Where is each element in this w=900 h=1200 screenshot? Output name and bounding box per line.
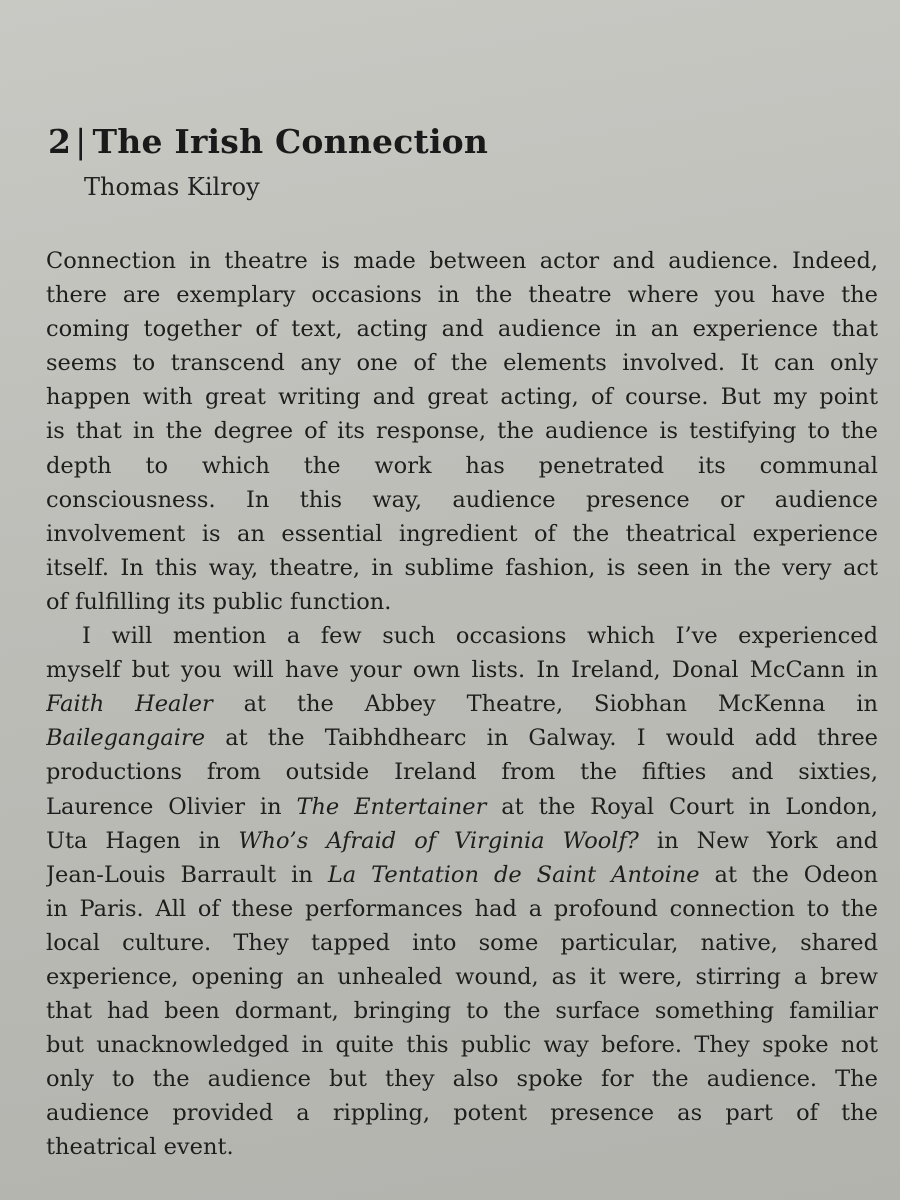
paragraph-2-line [46,687,878,721]
paragraph-2 [46,619,878,1165]
paragraph-2-line: in Paris. All of these performances had a profound connection to the [46,895,878,922]
paragraph-2-line: productions from outside Ireland from the fifties and sixties, [46,759,878,786]
play-title: Who’s Afraid of Virginia Woolf? [238,827,639,854]
paragraph-2-line [46,824,878,858]
paragraph-2-line: myself but you will have your own lists. In Ireland, Donal McCann in [46,657,878,684]
paragraph-2-line [46,858,878,892]
paragraph-1-line: consciousness. In this way, audience presence or audience [46,486,878,513]
paragraph-1-line: coming together of text, acting and audience in an experience that [46,316,878,343]
play-title: La Tentation de Saint Antoine [327,861,700,888]
paragraph-1-line: depth to which the work has penetrated its communal [46,452,878,479]
paragraph-2-line [46,721,878,755]
line-text: Uta Hagen in [46,827,239,854]
play-title: Bailegangaire [46,725,206,752]
paragraph-2-line: audience provided a rippling, potent presence as part of the [46,1100,878,1127]
play-title: The Entertainer [296,793,487,820]
paragraph-1-line: Connection in theatre is made between actor and audience. Indeed, [46,248,878,274]
paragraph-1-line: there are exemplary occasions in the theatre where you have the [46,282,878,309]
paragraph-1-line: happen with great writing and great acting, of course. But my point [46,384,878,411]
paragraph-2-line [46,790,878,824]
chapter-heading [48,120,488,164]
paragraph-2-line: only to the audience but they also spoke for the audience. The [46,1066,878,1093]
paragraph-1 [46,244,878,619]
paragraph-1-line: is that in the degree of its response, the audience is testifying to the [46,418,878,445]
paragraph-2-line: that had been dormant, bringing to the surface something familiar [46,998,878,1025]
paragraph-2-line: but unacknowledged in quite this public way before. They spoke not [46,1032,878,1059]
paragraph-1-line: involvement is an essential ingredient of the theatrical experience [46,520,878,547]
paragraph-2-line: experience, opening an unhealed wound, as it were, stirring a brew [46,963,878,990]
paragraph-1-line: itself. In this way, theatre, in sublime fashion, is seen in the very act [46,554,878,581]
line-text: at the Royal Court in London, [486,793,878,820]
line-text: Jean-Louis Barrault in [46,861,328,888]
line-text: at the Taibhdhearc in Galway. I would add three [205,725,878,752]
chapter-title: The Irish Connection [92,122,489,161]
chapter-separator: | [75,122,87,161]
paragraph-2-line: I will mention a few such occasions which I’ve experienced [82,623,878,650]
chapter-body [46,244,878,1165]
play-title: Faith Healer [46,691,213,718]
paragraph-2-line: local culture. They tapped into some particular, native, shared [46,929,878,956]
paragraph-2-line: theatrical event. [46,1134,234,1161]
paragraph-1-line: of fulfilling its public function. [46,588,392,615]
chapter-number: 2 [48,122,72,161]
line-text: at the Odeon [699,861,878,888]
chapter-author: Thomas Kilroy [84,173,260,201]
line-text: at the Abbey Theatre, Siobhan McKenna in [212,691,878,718]
line-text: in New York and [638,827,878,854]
paragraph-1-line: seems to transcend any one of the elements involved. It can only [46,350,878,377]
line-text: Laurence Olivier in [46,793,297,820]
